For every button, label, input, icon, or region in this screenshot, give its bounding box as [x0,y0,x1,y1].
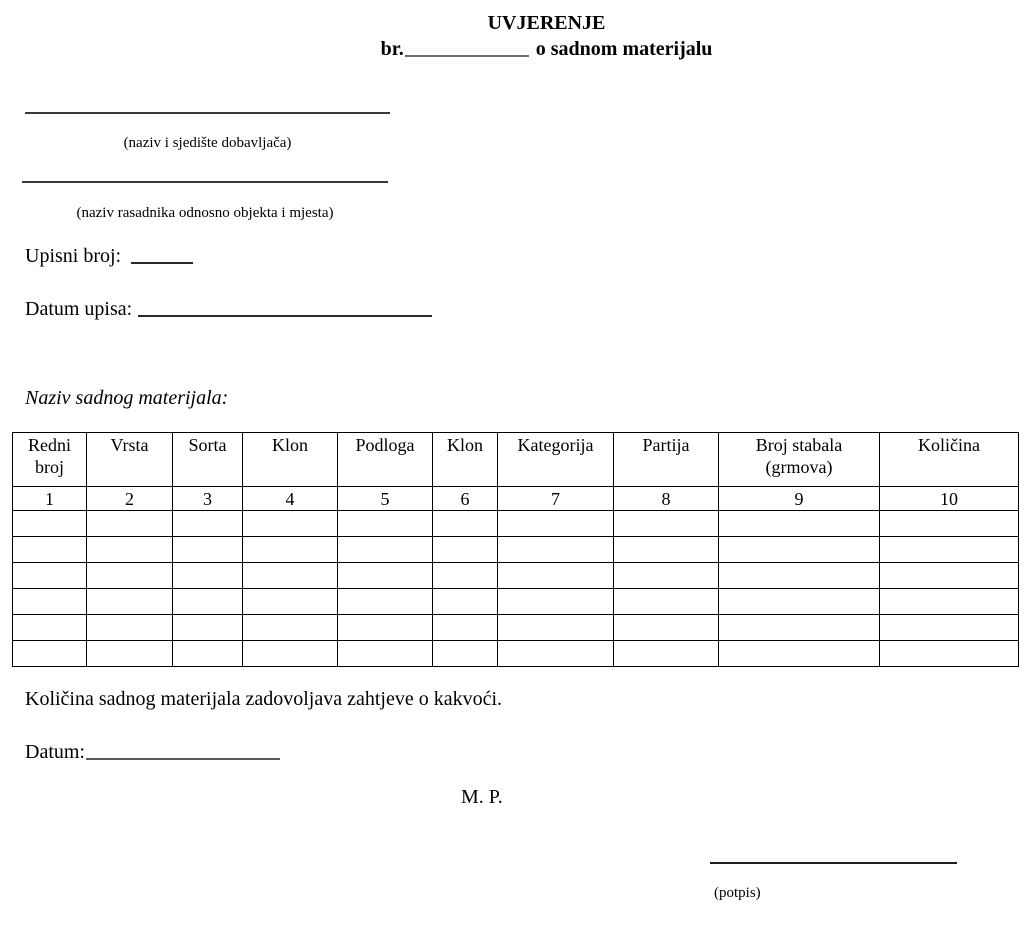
table-cell-empty[interactable] [719,537,880,563]
table-cell-empty[interactable] [243,615,338,641]
table-cell-empty[interactable] [173,641,243,667]
seal-mark: M. P. [461,786,503,808]
registry-date-row [25,296,432,321]
column-number: 7 [498,487,614,511]
nursery-fill-line[interactable] [22,181,388,183]
table-cell-empty[interactable] [13,537,87,563]
column-number: 9 [719,487,880,511]
table-cell-empty[interactable] [87,615,173,641]
column-number: 5 [338,487,433,511]
document-subtitle [64,36,1029,62]
materials-table [12,432,1019,667]
signature-fill-line[interactable] [710,862,957,864]
column-header: Kategorija [498,433,614,487]
table-cell-empty[interactable] [880,537,1019,563]
table-cell-empty[interactable] [719,589,880,615]
table-cell-empty[interactable] [338,511,433,537]
column-number: 4 [243,487,338,511]
column-header: Klon [433,433,498,487]
table-cell-empty[interactable] [87,589,173,615]
table-cell-empty[interactable] [433,563,498,589]
document-heading [0,10,1029,62]
table-cell-empty[interactable] [880,641,1019,667]
table-cell-empty[interactable] [173,537,243,563]
table-cell-empty[interactable] [87,563,173,589]
certificate-number-blank[interactable] [405,38,529,57]
nursery-caption: (naziv rasadnika odnosno objekta i mjesta) [76,205,334,221]
certificate-number-prefix: br. [380,38,404,60]
certificate-number-suffix: o sadnom materijalu [535,38,713,60]
table-cell-empty[interactable] [338,615,433,641]
document-title: UVJERENJE [487,12,606,34]
table-cell-empty[interactable] [338,537,433,563]
date-row [25,739,280,764]
table-cell-empty[interactable] [243,537,338,563]
table-cell-empty[interactable] [173,511,243,537]
quality-statement: Količina sadnog materijala zadovoljava zahtjeve o kakvoći. [25,688,503,710]
registry-date-label: Datum upisa: [25,298,133,320]
table-cell-empty[interactable] [433,511,498,537]
table-cell-empty[interactable] [338,563,433,589]
table-cell-empty[interactable] [338,589,433,615]
registry-number-label: Upisni broj: [25,245,122,267]
table-cell-empty[interactable] [173,589,243,615]
table-empty-row [13,511,1019,537]
table-cell-empty[interactable] [498,641,614,667]
table-cell-empty[interactable] [173,615,243,641]
table-cell-empty[interactable] [719,615,880,641]
table-cell-empty[interactable] [433,537,498,563]
table-cell-empty[interactable] [13,511,87,537]
column-header: Partija [614,433,719,487]
table-cell-empty[interactable] [243,511,338,537]
table-cell-empty[interactable] [87,641,173,667]
date-blank[interactable] [86,741,280,760]
table-cell-empty[interactable] [880,615,1019,641]
registry-number-row [25,243,193,268]
table-cell-empty[interactable] [13,563,87,589]
table-cell-empty[interactable] [87,537,173,563]
column-header: Vrsta [87,433,173,487]
column-header: Podloga [338,433,433,487]
registry-date-blank[interactable] [138,298,432,317]
table-cell-empty[interactable] [243,589,338,615]
date-label: Datum: [25,741,85,763]
table-cell-empty[interactable] [614,641,719,667]
material-section-label: Naziv sadnog materijala: [25,387,229,409]
supplier-caption: (naziv i sjedište dobavljača) [123,135,292,151]
table-empty-row [13,563,1019,589]
table-cell-empty[interactable] [433,615,498,641]
table-cell-empty[interactable] [243,641,338,667]
table-cell-empty[interactable] [719,511,880,537]
table-cell-empty[interactable] [13,589,87,615]
column-number: 6 [433,487,498,511]
table-cell-empty[interactable] [880,511,1019,537]
table-cell-empty[interactable] [498,537,614,563]
table-cell-empty[interactable] [614,563,719,589]
table-cell-empty[interactable] [498,511,614,537]
table-cell-empty[interactable] [614,589,719,615]
table-cell-empty[interactable] [338,641,433,667]
table-cell-empty[interactable] [87,511,173,537]
table-cell-empty[interactable] [719,641,880,667]
table-header-row [13,433,1019,487]
column-header: Sorta [173,433,243,487]
column-header: Redni broj [13,433,87,487]
table-empty-row [13,589,1019,615]
registry-number-blank[interactable] [131,245,193,264]
column-number: 1 [13,487,87,511]
table-cell-empty[interactable] [173,563,243,589]
table-cell-empty[interactable] [498,589,614,615]
table-cell-empty[interactable] [880,563,1019,589]
signature-caption: (potpis) [714,885,761,901]
column-header: Količina [880,433,1019,487]
column-header: Klon [243,433,338,487]
column-number: 8 [614,487,719,511]
table-cell-empty[interactable] [614,537,719,563]
table-empty-row [13,537,1019,563]
column-numbers-row [13,487,1019,511]
table-cell-empty[interactable] [614,511,719,537]
table-empty-row [13,615,1019,641]
column-number: 10 [880,487,1019,511]
column-header: Broj stabala (grmova) [719,433,880,487]
table-cell-empty[interactable] [243,563,338,589]
table-empty-row [13,641,1019,667]
table-cell-empty[interactable] [433,589,498,615]
table-cell-empty[interactable] [498,563,614,589]
supplier-fill-line[interactable] [25,112,390,114]
table-cell-empty[interactable] [13,641,87,667]
table-cell-empty[interactable] [498,615,614,641]
column-number: 3 [173,487,243,511]
table-cell-empty[interactable] [13,615,87,641]
column-number: 2 [87,487,173,511]
table-cell-empty[interactable] [614,615,719,641]
table-cell-empty[interactable] [433,641,498,667]
table-cell-empty[interactable] [719,563,880,589]
table-cell-empty[interactable] [880,589,1019,615]
